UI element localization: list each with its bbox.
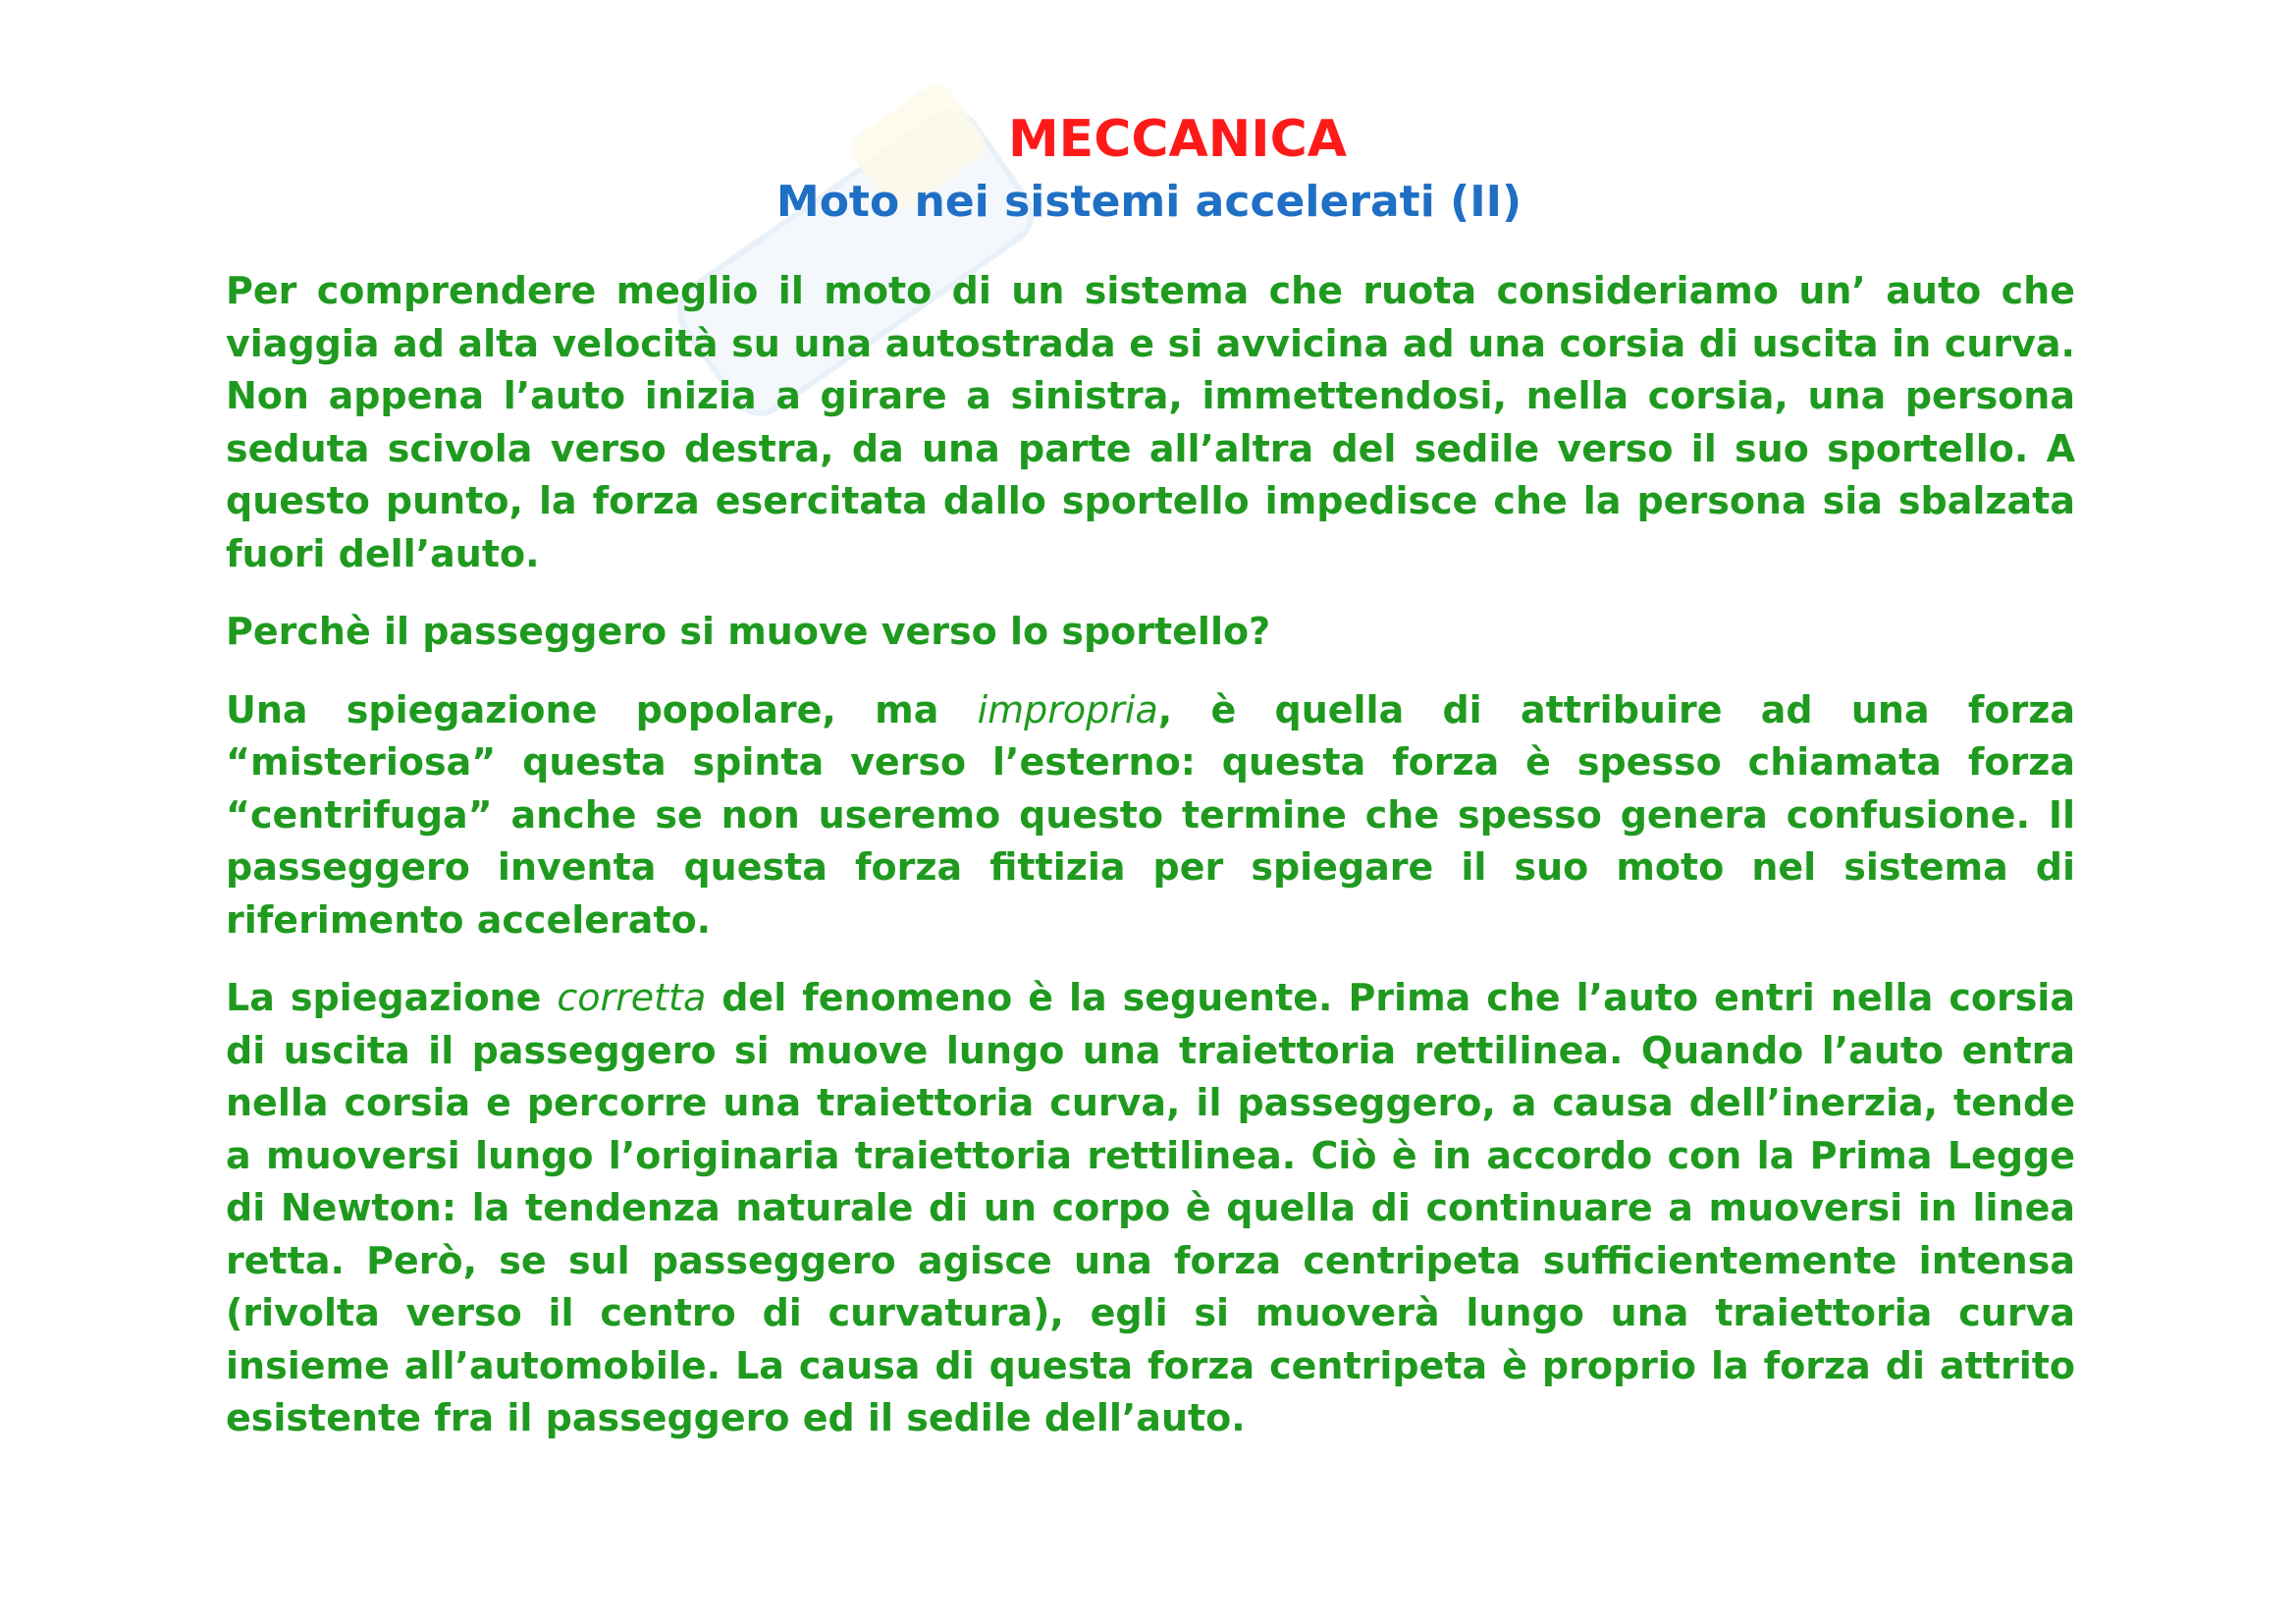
emphasis-impropria: impropria (977, 687, 1158, 731)
page-title: MECCANICA (1007, 110, 1348, 169)
paragraph-correct-explanation (226, 972, 2075, 1445)
paragraph-intro: Per comprendere meglio il moto di un sistema che ruota consideriamo un’ auto che viaggia ad alta velocità su una autostrada e si avvicina ad una corsia di uscita in curva. Non appena l’auto inizia a girare a sinistra, immettendosi, nella corsia, una persona seduta scivola verso destra, da una parte all’altra del sedile verso il suo sportello. A questo punto, la forza esercitata dallo sportello impedisce che la persona sia sbalzata fuori dell’auto. (226, 269, 2075, 575)
page-subtitle: Moto nei sistemi accelerati (II) (775, 177, 1522, 227)
paragraph-text-before: Una spiegazione popolare, ma (226, 687, 978, 731)
paragraph-popular-explanation (226, 684, 2075, 947)
paragraph-text-before: La spiegazione (226, 976, 558, 1019)
paragraph-text-after: del fenomeno è la seguente. Prima che l’auto entri nella corsia di uscita il passeggero si muove lungo una traiettoria rettilinea. Quando l’auto entra nella corsia e percorre una traiettoria curva, il passeggero, a causa dell’inerzia, tende a muoversi lungo l’originaria traiettoria rettilinea. Ciò è in accordo con la Prima Legge di Newton: la tendenza naturale di un corpo è quella di continuare a muoversi in linea retta. Però, se sul passeggero agisce una forza centripeta sufficientemente intensa (rivolta verso il centro di curvatura), egli si muoverà lungo una traiettoria curva insieme all’automobile. La causa di questa forza centripeta è proprio la forza di attrito esistente fra il passeggero ed il sedile dell’auto. (226, 976, 2075, 1439)
emphasis-corretta: corretta (557, 976, 707, 1019)
paragraph-text-after: , è quella di attribuire ad una forza “misteriosa” questa spinta verso l’esterno: questa forza è spesso chiamata forza “centrifuga” anche se non useremo questo termine che spesso genera confusione. Il passeggero inventa questa forza fittizia per spiegare il suo moto nel sistema di riferimento accelerato. (226, 687, 2075, 942)
document-body (226, 265, 2075, 1471)
paragraph-question: Perchè il passeggero si muove verso lo sportello? (226, 610, 1271, 653)
